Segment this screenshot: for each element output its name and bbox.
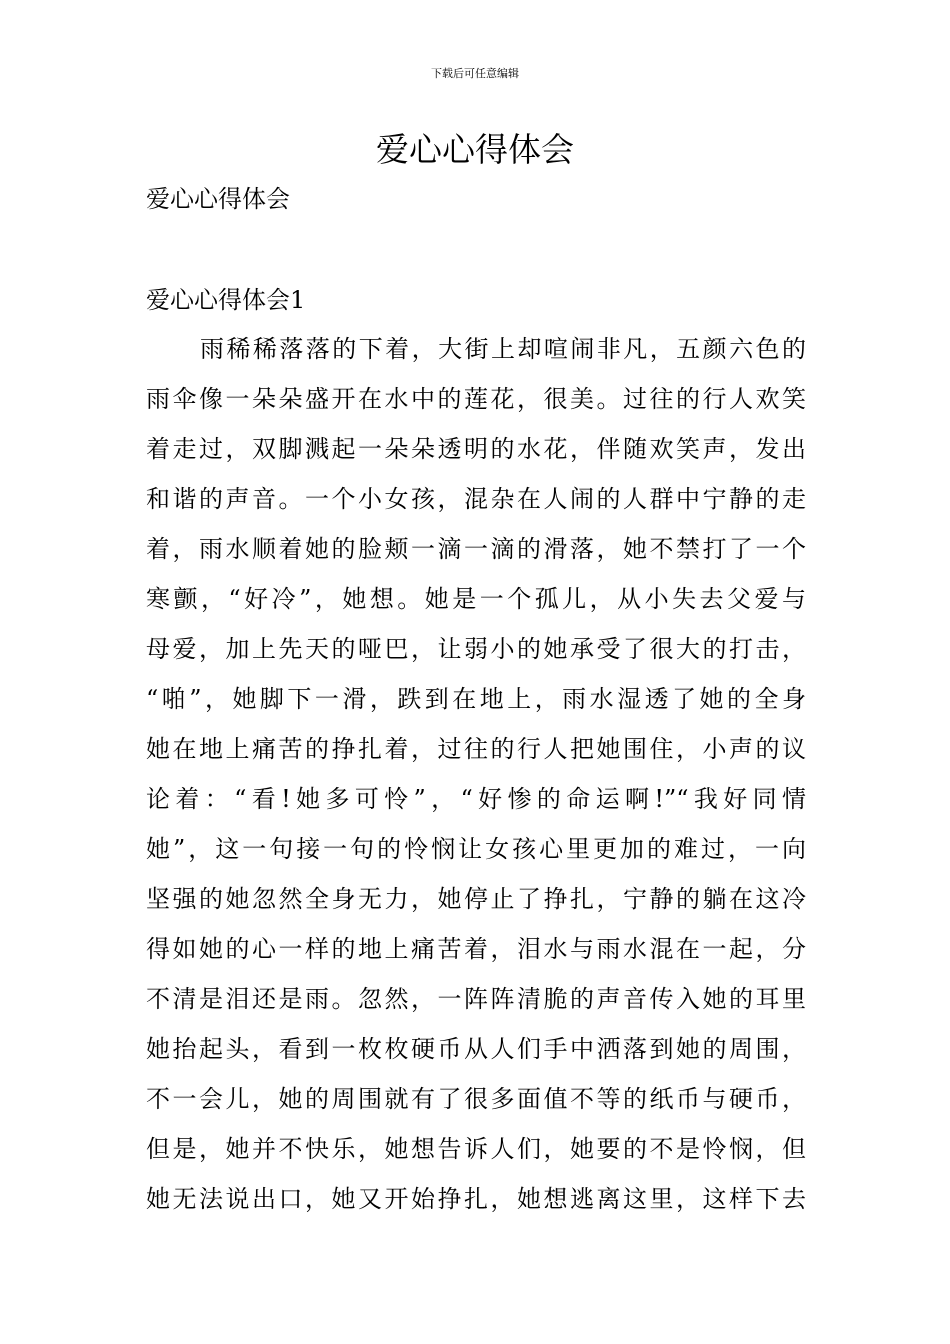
- paragraph-line: 雨伞像一朵朵盛开在水中的莲花，很美。过往的行人欢笑: [146, 385, 806, 413]
- header-note: 下载后可任意编辑: [431, 67, 519, 80]
- paragraph-line: 坚强的她忽然全身无力，她停止了挣扎，宁静的躺在这冷: [146, 885, 806, 913]
- body-paragraph: [146, 331, 806, 1231]
- paragraph-line: 但是，她并不快乐，她想告诉人们，她要的不是怜悯，但: [146, 1135, 806, 1163]
- paragraph-line: 她在地上痛苦的挣扎着，过往的行人把她围住，小声的议: [146, 735, 806, 763]
- paragraph-line: 她抬起头，看到一枚枚硬币从人们手中洒落到她的周围，: [146, 1035, 806, 1063]
- paragraph-line: 她无法说出口，她又开始挣扎，她想逃离这里，这样下去: [146, 1185, 806, 1213]
- paragraph-line: 论着：“看!她多可怜”，“好惨的命运啊!”“我好同情: [146, 785, 806, 813]
- paragraph-line: 不清是泪还是雨。忽然，一阵阵清脆的声音传入她的耳里: [146, 985, 806, 1013]
- paragraph-line: “啪”，她脚下一滑，跌到在地上，雨水湿透了她的全身: [146, 685, 806, 713]
- paragraph-line: 寒颤，“好冷”，她想。她是一个孤儿，从小失去父爱与: [146, 585, 806, 613]
- paragraph-line: 她”，这一句接一句的怜悯让女孩心里更加的难过，一向: [146, 835, 806, 863]
- paragraph-line: 雨稀稀落落的下着，大街上却喧闹非凡，五颜六色的: [200, 335, 806, 363]
- paragraph-line: 着，雨水顺着她的脸颊一滴一滴的滑落，她不禁打了一个: [146, 535, 806, 563]
- paragraph-line: 和谐的声音。一个小女孩，混杂在人闹的人群中宁静的走: [146, 485, 806, 513]
- document-subtitle: 爱心心得体会: [146, 185, 290, 213]
- section-heading: 爱心心得体会1: [146, 286, 306, 314]
- paragraph-line: 着走过，双脚溅起一朵朵透明的水花，伴随欢笑声，发出: [146, 435, 806, 463]
- document-title: 爱心心得体会: [376, 130, 574, 169]
- paragraph-line: 不一会儿，她的周围就有了很多面值不等的纸币与硬币，: [146, 1085, 806, 1113]
- paragraph-line: 母爱，加上先天的哑巴，让弱小的她承受了很大的打击，: [146, 635, 806, 663]
- paragraph-line: 得如她的心一样的地上痛苦着，泪水与雨水混在一起，分: [146, 935, 806, 963]
